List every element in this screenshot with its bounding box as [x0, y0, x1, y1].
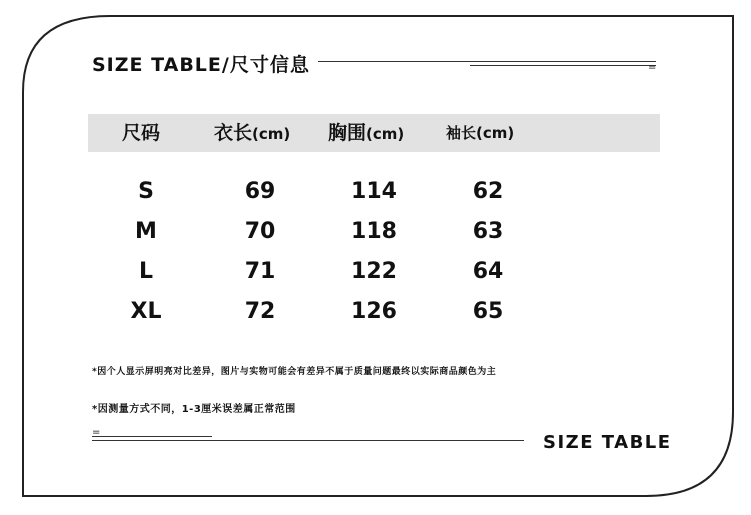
table-body — [88, 172, 660, 332]
color-disclaimer-note: *因个人显示屏明亮对比差异，图片与实物可能会有差异不属于质量问题最终以实际商品颜色为主 — [92, 367, 497, 377]
header-unit: (cm) — [252, 125, 291, 143]
chest-cell: 126 — [351, 299, 397, 324]
header-sleeve — [446, 114, 514, 152]
measurement-tolerance-note: *因测量方式不同，1-3厘米误差属正常范围 — [92, 404, 296, 415]
header-label: 袖长 — [446, 124, 477, 142]
length-cell: 70 — [244, 219, 276, 244]
header-label: 衣长 — [214, 122, 253, 144]
sleeve-cell: 65 — [472, 299, 504, 324]
sleeve-cell: 62 — [472, 179, 504, 204]
size-cell: L — [138, 259, 154, 284]
size-cell: XL — [130, 299, 162, 324]
chest-cell: 122 — [351, 259, 397, 284]
size-table-title: SIZE TABLE/尺寸信息 — [92, 54, 310, 76]
title-divider-secondary — [470, 65, 656, 66]
length-cell: 71 — [244, 259, 276, 284]
header-label: 尺码 — [122, 122, 161, 144]
length-cell: 72 — [244, 299, 276, 324]
footer-size-table-label: SIZE TABLE — [543, 432, 672, 453]
header-label: 胸围 — [328, 122, 367, 144]
divider-end-mark: = — [648, 62, 657, 73]
header-unit: (cm) — [476, 124, 515, 142]
table-row — [88, 252, 660, 292]
divider-start-mark: = — [92, 427, 101, 438]
sleeve-cell: 64 — [472, 259, 504, 284]
table-header — [88, 114, 660, 152]
size-cell: S — [138, 179, 154, 204]
size-cell: M — [135, 219, 157, 244]
chest-cell: 118 — [351, 219, 397, 244]
table-row — [88, 292, 660, 332]
sleeve-cell: 63 — [472, 219, 504, 244]
length-cell: 69 — [244, 179, 276, 204]
header-chest — [328, 114, 404, 152]
footer-divider-secondary — [92, 436, 212, 437]
header-length — [214, 114, 290, 152]
header-size — [122, 114, 160, 152]
table-row — [88, 172, 660, 212]
table-row — [88, 212, 660, 252]
chest-cell: 114 — [351, 179, 397, 204]
header-unit: (cm) — [366, 125, 405, 143]
title-divider — [318, 61, 656, 62]
footer-divider — [92, 440, 524, 441]
